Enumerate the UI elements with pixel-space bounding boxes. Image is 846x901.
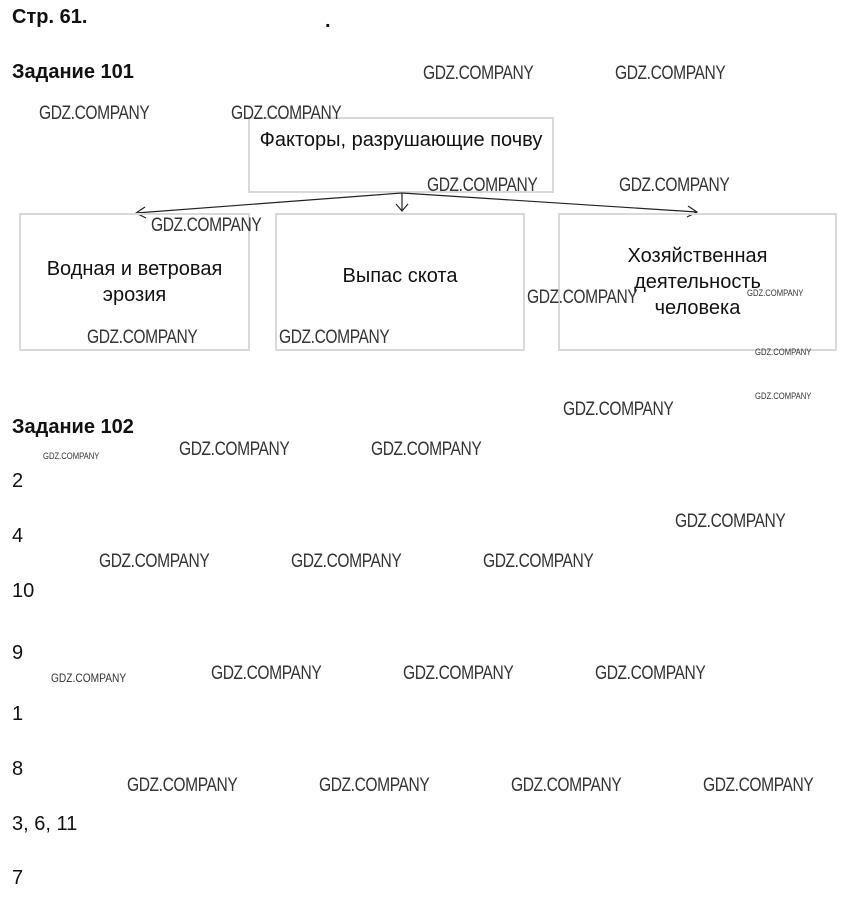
arrowhead-grazing [396,204,408,211]
watermark: GDZ.COMPANY [211,663,322,684]
answer-item: 9 [12,642,24,664]
answer-item: 4 [12,525,24,547]
diagram-root-label: Факторы, разрушающие почву [259,129,543,151]
watermark: GDZ.COMPANY [595,663,706,684]
watermark: GDZ.COMPANY [619,175,730,196]
answer-item: 10 [12,580,35,602]
watermark: GDZ.COMPANY [675,511,786,532]
watermark: GDZ.COMPANY [51,671,127,685]
task-102-title: Задание 102 [12,416,134,438]
watermark: GDZ.COMPANY [615,63,726,84]
watermark: GDZ.COMPANY [527,287,638,308]
watermark: GDZ.COMPANY [291,551,402,572]
watermark: GDZ.COMPANY [319,775,430,796]
watermark: GDZ.COMPANY [747,288,804,298]
answer-item: 2 [12,470,24,492]
task-101-title: Задание 101 [12,61,134,83]
arrow-to-water [136,193,402,213]
watermark: GDZ.COMPANY [755,391,812,401]
watermark: GDZ.COMPANY [99,551,210,572]
answer-item: 3, 6, 11 [12,813,78,835]
answer-item: 8 [12,758,24,780]
diagram-box-human-activity [558,213,837,351]
diagram-box-label: Выпас скота [342,265,458,287]
watermark: GDZ.COMPANY [423,63,534,84]
watermark: GDZ.COMPANY [87,327,198,348]
watermark: GDZ.COMPANY [43,451,100,461]
watermark: GDZ.COMPANY [403,663,514,684]
watermark: GDZ.COMPANY [39,103,150,124]
diagram-box-label: Водная и ветровая эрозия [46,258,223,306]
answer-item: 1 [12,703,24,725]
watermark: GDZ.COMPANY [703,775,814,796]
watermark: GDZ.COMPANY [563,399,674,420]
watermark: GDZ.COMPANY [511,775,622,796]
watermark: GDZ.COMPANY [279,327,390,348]
watermark: GDZ.COMPANY [483,551,594,572]
watermark: GDZ.COMPANY [231,103,342,124]
answer-item: 7 [12,867,24,889]
diagram-box-label: Хозяйственная деятельность человека [627,245,768,319]
watermark: GDZ.COMPANY [127,775,238,796]
watermark: GDZ.COMPANY [179,439,290,460]
watermark: GDZ.COMPANY [371,439,482,460]
watermark: GDZ.COMPANY [755,347,812,357]
watermark: GDZ.COMPANY [427,175,538,196]
page-number: Стр. 61. [12,6,88,28]
watermark: GDZ.COMPANY [151,215,262,236]
header-dot: . [325,10,331,32]
